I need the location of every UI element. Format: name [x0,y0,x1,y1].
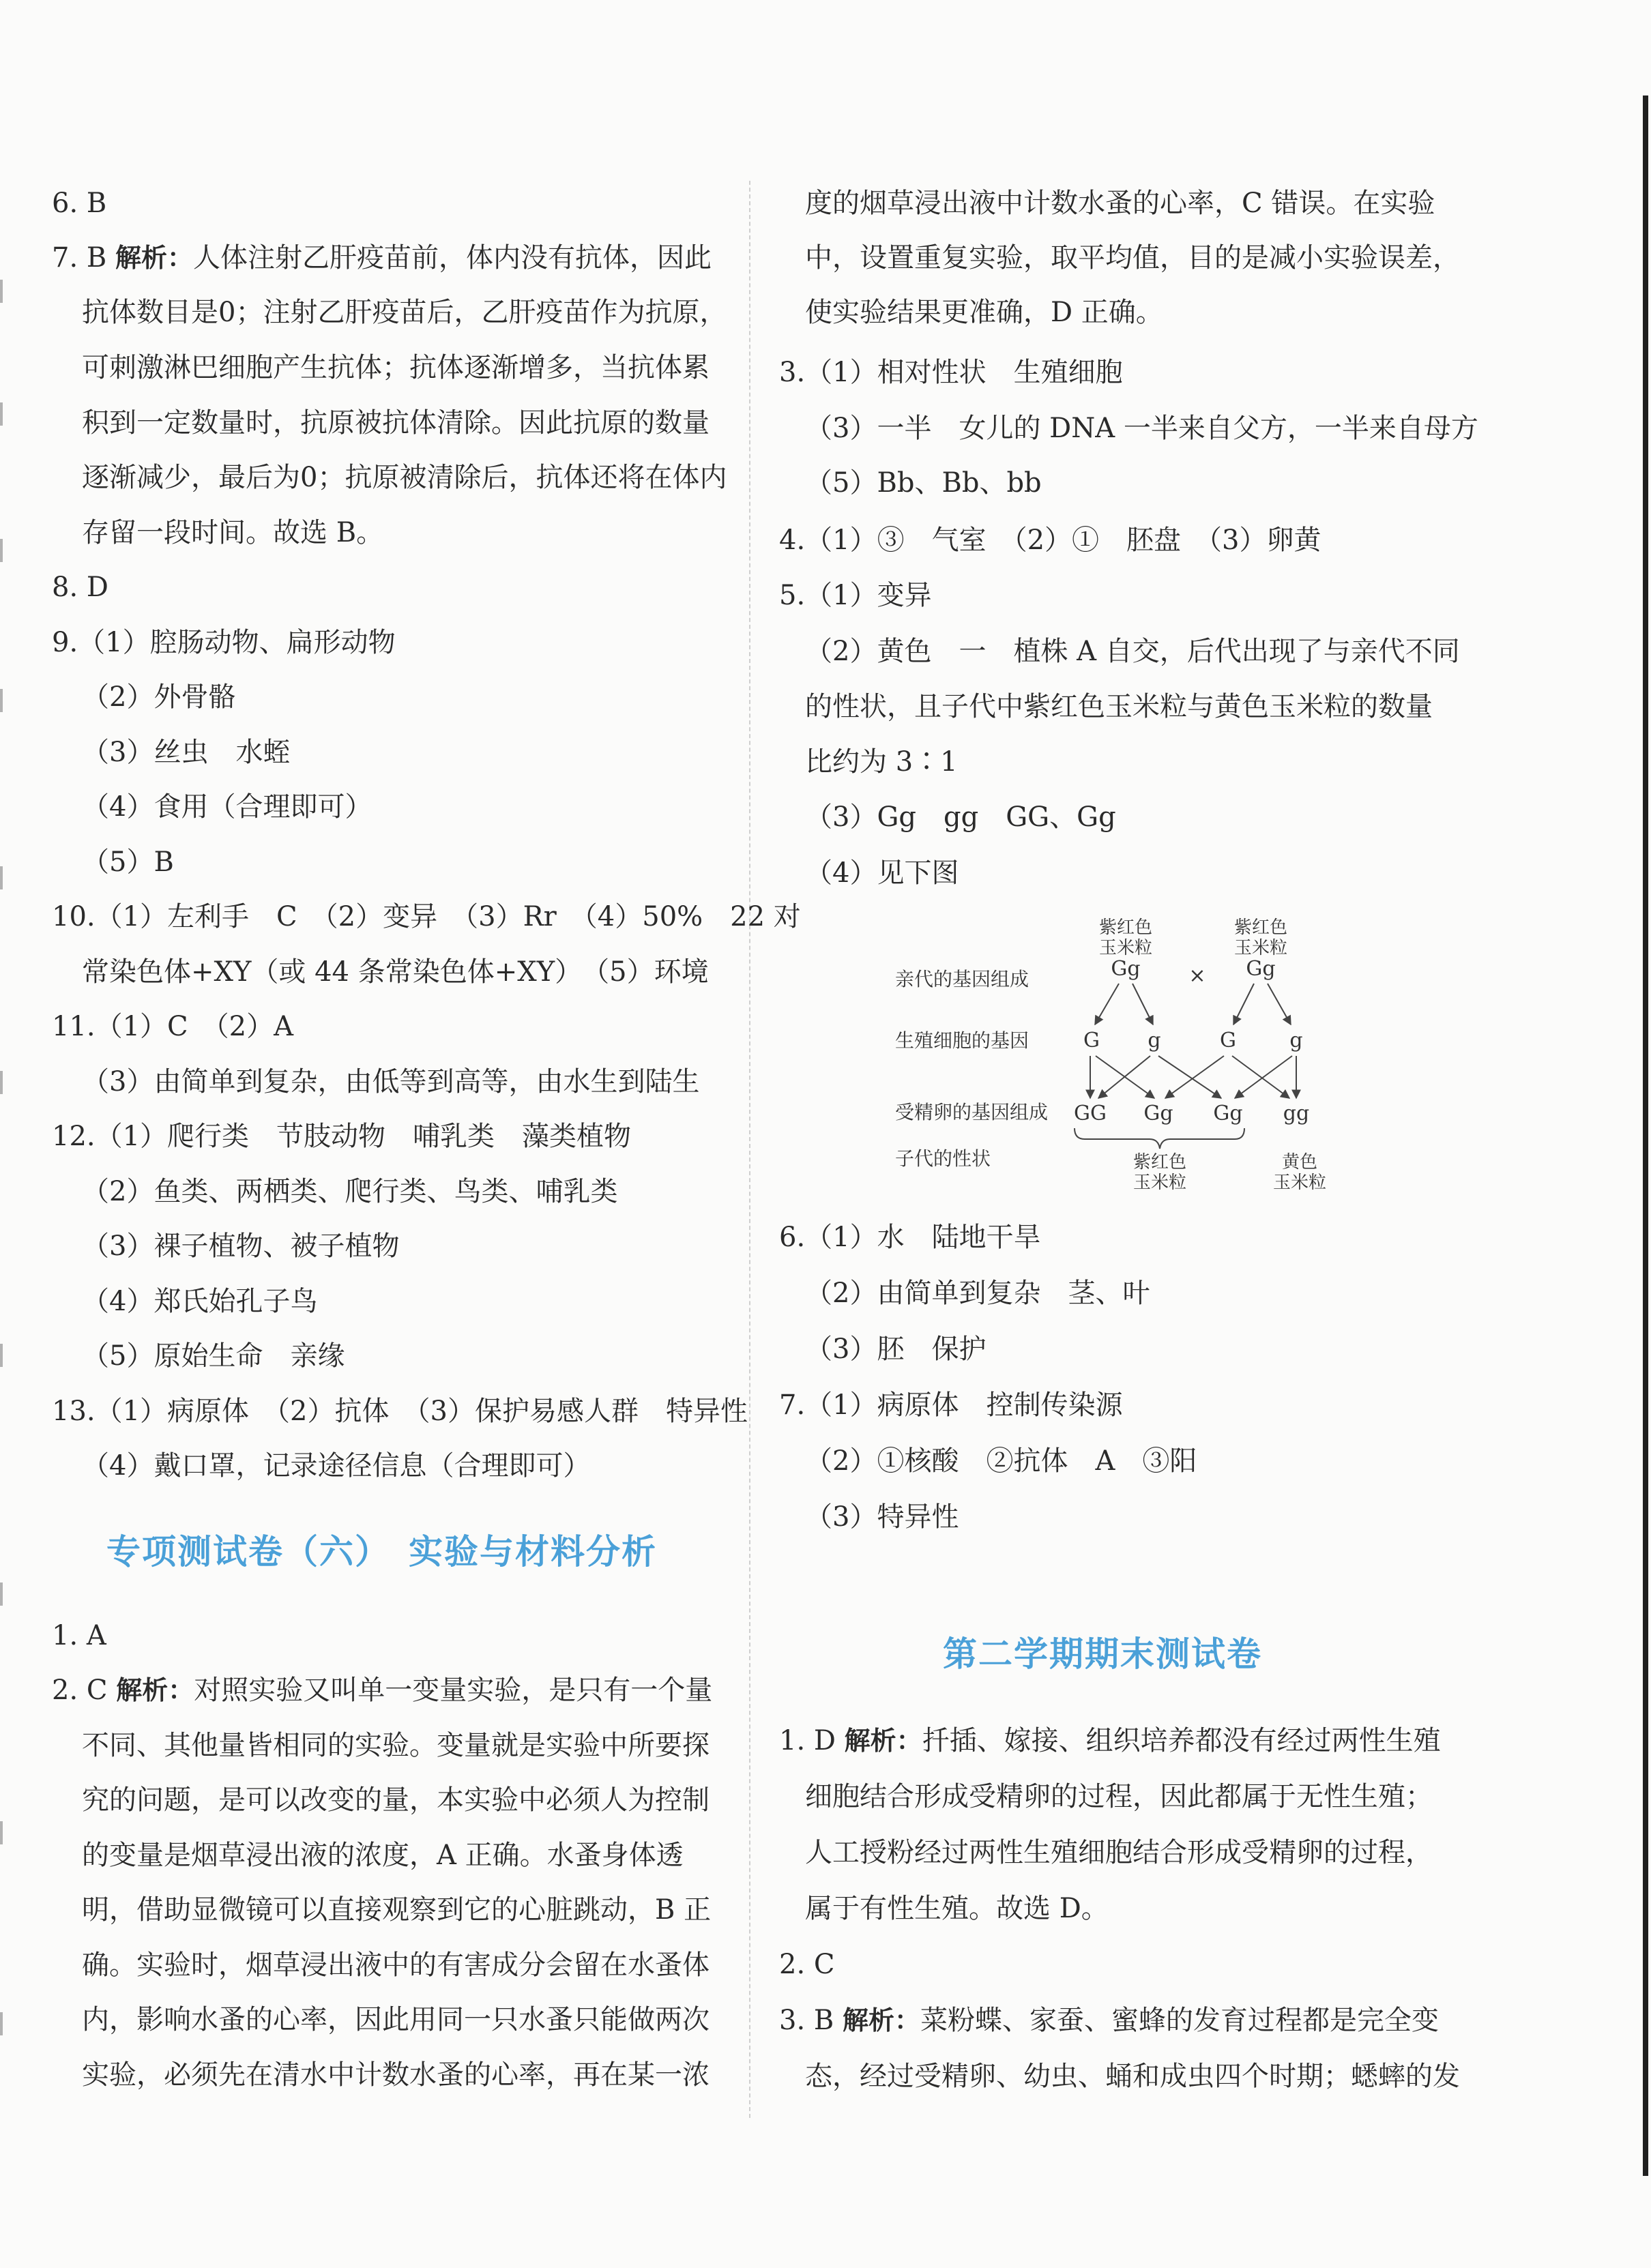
answer-line: 4.（1）③ 气室 （2）① 胚盘 （3）卵黄 [779,525,1321,556]
gamete-4: g [1289,1029,1303,1052]
answer-line: （4）见下图 [805,857,959,889]
gamete-2: g [1148,1029,1161,1052]
gamete-1: G [1083,1029,1100,1052]
answer-line: 13.（1）病原体 （2）抗体 （3）保护易感人群 特异性 [52,1396,748,1427]
answer-line: 9.（1）腔肠动物、扁形动物 [52,627,396,658]
genetics-cross-diagram [887,907,1378,1201]
answer-line: （3）裸子植物、被子植物 [82,1231,400,1262]
scan-edge [1643,95,1648,2176]
zygote-2: Gg [1143,1102,1173,1125]
parent2-genotype: Gg [1246,957,1276,981]
answer-line: 确。实验时，烟草浸出液中的有害成分会留在水蚤体 [82,1949,710,1981]
parent2-phenotype-bottom: 玉米粒 [1233,938,1288,958]
parent2-phenotype-top: 紫红色 [1233,917,1288,938]
answer-line: （3）胚 保护 [805,1334,987,1365]
answer-line: 1. D 解析：扦插、嫁接、组织培养都没有经过两性生殖 [779,1725,1441,1756]
answer-line: 使实验结果更准确，D 正确。 [805,297,1163,328]
column-divider [749,181,750,2118]
answer-line: 7.（1）病原体 控制传染源 [779,1389,1123,1421]
row-label-parent-genotype: 亲代的基因组成 [895,968,1029,990]
answer-line: 态，经过受精卵、幼虫、蛹和成虫四个时期；蟋蟀的发 [805,2061,1460,2092]
answer-line: 7. B 解析：人体注射乙肝疫苗前，体内没有抗体，因此 [52,242,712,274]
answer-line: （3）由简单到复杂，由低等到高等，由水生到陆生 [82,1066,700,1098]
answer-line: 中，设置重复实验，取平均值，目的是减小实验误差， [805,242,1460,274]
answer-line: 6.（1）水 陆地干旱 [779,1222,1041,1253]
answer-line: 的性状，且子代中紫红色玉米粒与黄色玉米粒的数量 [805,691,1433,722]
parent1-phenotype-top: 紫红色 [1098,917,1153,938]
offspring-purple-top: 紫红色 [1133,1152,1187,1173]
answer-line: 不同、其他量皆相同的实验。变量就是实验中所要探 [82,1730,710,1761]
answer-line: 5.（1）变异 [779,580,932,611]
parent1-genotype: Gg [1111,957,1141,981]
answer-line: 1. A [52,1620,106,1651]
answer-line: 3.（1）相对性状 生殖细胞 [779,357,1123,388]
answer-line: 的变量是烟草浸出液的浓度，A 正确。水蚤身体透 [82,1840,684,1871]
answer-line: 2. C 解析：对照实验又叫单一变量实验，是只有一个量 [52,1675,713,1706]
answer-line: （2）由简单到复杂 茎、叶 [805,1278,1150,1309]
answer-line: （2）黄色 一 植株 A 自交，后代出现了与亲代不同 [805,636,1460,667]
answer-line: 8. D [52,572,108,603]
answer-line: （2）外骨骼 [82,681,236,713]
answer-line: （4）食用（合理即可） [82,791,372,823]
answer-line: 抗体数目是0；注射乙肝疫苗后，乙肝疫苗作为抗原， [82,297,727,328]
answer-line: 属于有性生殖。故选 D。 [805,1893,1109,1924]
answer-line: 明，借助显微镜可以直接观察到它的心脏跳动，B 正 [82,1894,712,1926]
section-title: 第二学期期末测试卷 [943,1634,1262,1674]
answer-line: （2）①核酸 ②抗体 A ③阳 [805,1445,1197,1477]
gamete-3: G [1220,1029,1236,1052]
answer-line: 内，影响水蚤的心率，因此用同一只水蚤只能做两次 [82,2004,710,2035]
answer-line: 3. B 解析：菜粉蝶、家蚕、蜜蜂的发育过程都是完全变 [779,2005,1440,2036]
answer-line: （3）特异性 [805,1501,959,1533]
answer-line: （4）戴口罩，记录途径信息（合理即可） [82,1450,591,1482]
offspring-yellow-top: 黄色 [1281,1152,1318,1173]
row-label-gamete-genes: 生殖细胞的基因 [895,1029,1029,1052]
answer-line: （5）Bb、Bb、bb [805,467,1042,499]
answer-line: 常染色体+XY（或 44 条常染色体+XY） （5）环境 [82,956,709,988]
answer-line: （2）鱼类、两栖类、爬行类、鸟类、哺乳类 [82,1176,618,1207]
section-title: 专项测试卷（六） 实验与材料分析 [106,1532,657,1572]
answer-line: 11.（1）C （2）A [52,1011,294,1042]
answer-line: 实验，必须先在清水中计数水蚤的心率，再在某一浓 [82,2059,710,2091]
binding-edge [0,184,15,2026]
answer-line: 比约为 3∶1 [805,746,958,778]
answer-line: 可刺激淋巴细胞产生抗体；抗体逐渐增多，当抗体累 [82,352,710,383]
answer-line: 逐渐减少，最后为0；抗原被清除后，抗体还将在体内 [82,462,727,493]
answer-line: 人工授粉经过两性生殖细胞结合形成受精卵的过程， [805,1837,1433,1868]
answer-line: 究的问题，是可以改变的量，本实验中必须人为控制 [82,1784,710,1816]
row-label-offspring-trait: 子代的性状 [895,1147,991,1170]
answer-line: （3）丝虫 水蛭 [82,737,291,768]
answer-line: 存留一段时间。故选 B。 [82,517,384,548]
zygote-1: GG [1074,1102,1107,1125]
offspring-brace [1075,1128,1244,1149]
answer-line: 6. B [52,188,107,219]
answer-line: 细胞结合形成受精卵的过程，因此都属于无性生殖； [805,1781,1433,1812]
answer-line: 12.（1）爬行类 节肢动物 哺乳类 藻类植物 [52,1121,632,1152]
parent1-phenotype-bottom: 玉米粒 [1098,938,1153,958]
row-label-zygote-genotype: 受精卵的基因组成 [895,1101,1049,1123]
answer-line: 度的烟草浸出液中计数水蚤的心率，C 错误。在实验 [805,188,1435,219]
zygote-4: gg [1283,1102,1310,1125]
zygote-3: Gg [1213,1102,1243,1125]
offspring-purple-bottom: 玉米粒 [1133,1173,1187,1193]
answer-line: （5）B [82,846,174,878]
answer-line: （3）一半 女儿的 DNA 一半来自父方，一半来自母方 [805,413,1478,444]
answer-line: 积到一定数量时，抗原被抗体清除。因此抗原的数量 [82,407,710,439]
answer-line: 2. C [779,1949,835,1980]
offspring-yellow-bottom: 玉米粒 [1272,1173,1327,1193]
answer-line: 10.（1）左利手 C （2）变异 （3）Rr （4）50% 22 对 [52,901,801,932]
answer-line: （3）Gg gg GG、Gg [805,801,1116,833]
cross-symbol: × [1188,964,1206,988]
answer-line: （4）郑氏始孔子鸟 [82,1286,318,1317]
answer-line: （5）原始生命 亲缘 [82,1340,345,1372]
